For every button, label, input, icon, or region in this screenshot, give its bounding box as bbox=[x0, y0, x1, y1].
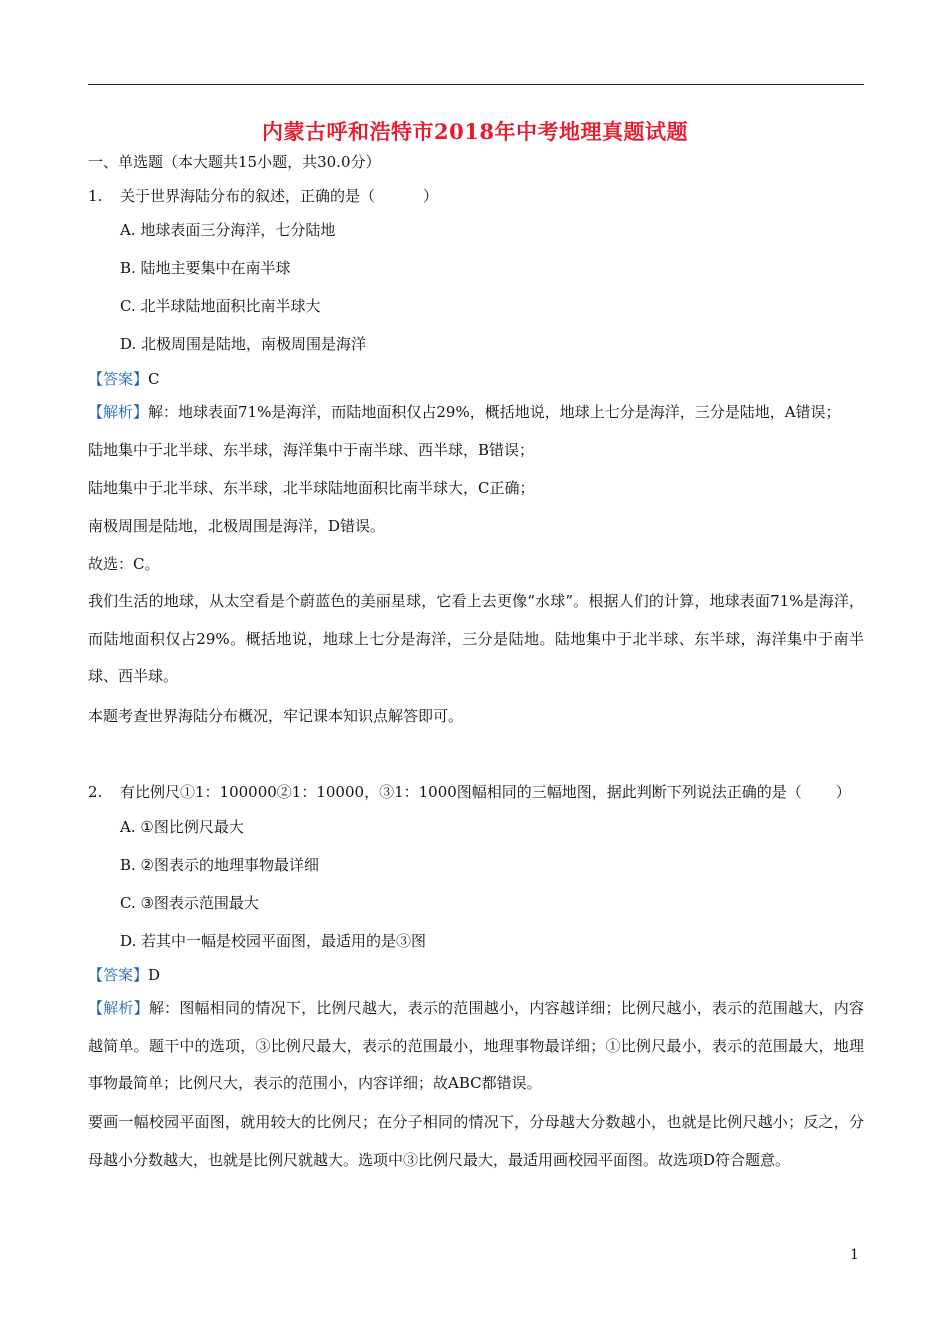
question-1-analysis-line-2: 陆地集中于北半球、东半球，海洋集中于南半球、西半球，B错误； bbox=[88, 441, 535, 459]
question-2-option-a: A. ①图比例尺最大 bbox=[120, 818, 244, 836]
analysis-tag: 【解析】 bbox=[88, 403, 149, 421]
answer-value: D bbox=[148, 966, 161, 984]
question-number: 2. bbox=[88, 783, 103, 801]
question-1-analysis-line-3: 陆地集中于北半球、东半球，北半球陆地面积比南半球大，C正确； bbox=[88, 479, 535, 497]
question-1-option-c: C. 北半球陆地面积比南半球大 bbox=[120, 297, 321, 315]
question-2-explanation: 要画一幅校园平面图，就用较大的比例尺；在分子相同的情况下，分母越大分数越小，也就是比例尺越小；反之，分母越小分数越大，也就是比例尺就越大。选项中③比例尺最大，最适用画校园平面图。故选项D符合题意。 bbox=[88, 1113, 864, 1169]
document-title: 内蒙古呼和浩特市2018年中考地理真题试题 bbox=[262, 119, 688, 144]
question-2-option-b: B. ②图表示的地理事物最详细 bbox=[120, 856, 320, 874]
question-1-stem: 1. 关于世界海陆分布的叙述，正确的是（ ） bbox=[88, 187, 439, 205]
question-1-option-a: A. 地球表面三分海洋，七分陆地 bbox=[120, 221, 336, 239]
question-text: 有比例尺①1：100000②1：10000，③1：1000图幅相同的三幅地图，据此判断下列说法正确的是（ bbox=[120, 783, 802, 801]
question-1-answer bbox=[88, 369, 160, 389]
question-1-option-d: D. 北极周围是陆地，南极周围是海洋 bbox=[120, 335, 367, 353]
question-2-answer bbox=[88, 965, 160, 985]
section-heading: 一、单选题（本大题共15小题，共30.0分） bbox=[88, 153, 381, 171]
page-number: 1 bbox=[850, 1247, 859, 1263]
question-number: 1. bbox=[88, 187, 103, 205]
question-1-summary: 本题考查世界海陆分布概况，牢记课本知识点解答即可。 bbox=[88, 707, 464, 725]
answer-value: C bbox=[148, 370, 160, 388]
question-text: 关于世界海陆分布的叙述，正确的是（ bbox=[120, 187, 376, 205]
analysis-tag: 【解析】 bbox=[88, 999, 149, 1017]
question-1-conclusion: 故选：C。 bbox=[88, 555, 160, 573]
header-rule bbox=[88, 84, 864, 85]
question-2-option-d: D. 若其中一幅是校园平面图，最适用的是③图 bbox=[120, 932, 427, 950]
question-1-analysis-line-4: 南极周围是陆地，北极周围是海洋，D错误。 bbox=[88, 517, 386, 535]
question-2-option-c: C. ③图表示范围最大 bbox=[120, 894, 259, 912]
question-2-analysis: 【解析】解：图幅相同的情况下，比例尺越大，表示的范围越小，内容越详细；比例尺越小，表示的范围越大，内容越简单。题干中的选项，③比例尺最大，表示的范围最小，地理事物最详细；①比例尺最小，表示的范围最大，地理事物最简单；比例尺大，表示的范围小，内容详细；故ABC都错误。 bbox=[88, 999, 864, 1092]
answer-tag: 【答案】 bbox=[88, 966, 149, 984]
question-2-stem: 2. 有比例尺①1：100000②1：10000，③1：1000图幅相同的三幅地图，据此判断下列说法正确的是（ ） bbox=[88, 783, 851, 801]
question-1-option-b: B. 陆地主要集中在南半球 bbox=[120, 259, 291, 277]
answer-tag: 【答案】 bbox=[88, 370, 149, 388]
question-1-explanation: 我们生活的地球，从太空看是个蔚蓝色的美丽星球，它看上去更像“水球”。根据人们的计算，地球表面71%是海洋，而陆地面积仅占29%。概括地说，地球上七分是海洋，三分是陆地。陆地集中于北半球、东半球，海洋集中于南半球、西半球。 bbox=[88, 592, 864, 685]
question-1-analysis-line-1: 【解析】解：地球表面71%是海洋，而陆地面积仅占29%，概括地说，地球上七分是海洋，三分是陆地，A错误； bbox=[88, 403, 841, 421]
